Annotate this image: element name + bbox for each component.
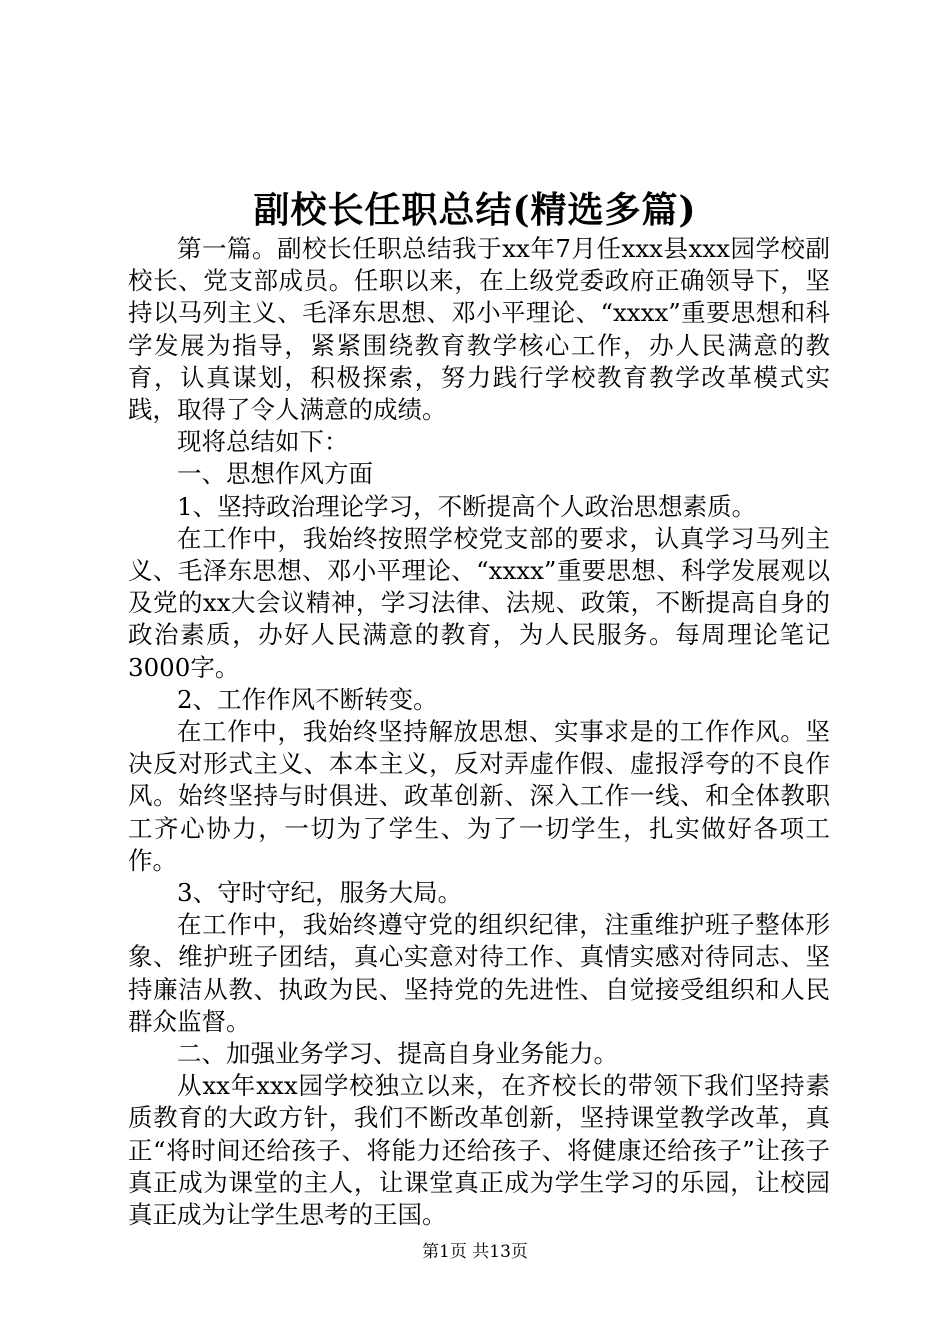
section-heading: 二、加强业务学习、提高自身业务能力。 [177,1039,618,1069]
paragraph: 从xx年xxx园学校独立以来，在齐校长的带领下我们坚持素质教育的大政方针，我们不断改革创新，坚持课堂教学改革，真正“将时间还给孩子、将能力还给孩子、将健康还给孩子”让孩子真正成为课堂的主人，让课堂真正成为学生学习的乐园，让校园真正成为让学生思考的王国。 [128,1071,830,1230]
paragraph: 在工作中，我始终按照学校党支部的要求，认真学习马列主义、毛泽东思想、邓小平理论、“xxxx”重要思想、科学发展观以及党的xx大会议精神，学习法律、法规、政策，不断提高自身的政治素质，办好人民满意的教育，为人民服务。每周理论笔记3000字。 [128,523,830,682]
paragraph: 在工作中，我始终坚持解放思想、实事求是的工作作风。坚决反对形式主义、本本主义，反对弄虚作假、虚报浮夸的不良作风。始终坚持与时俱进、政革创新、深入工作一线、和全体教职工齐心协力，一切为了学生、为了一切学生，扎实做好各项工作。 [128,717,830,875]
subsection-heading: 3、守时守纪，服务大局。 [177,878,463,908]
paragraph: 在工作中，我始终遵守党的组织纪律，注重维护班子整体形象、维护班子团结，真心实意对待工作、真情实感对待同志、坚持廉洁从教、执政为民、坚持党的先进性、自觉接受组织和人民群众监督。 [128,910,830,1036]
paragraph: 现将总结如下： [177,427,349,457]
document-body [128,233,830,1231]
subsection-heading: 2、工作作风不断转变。 [177,684,438,714]
page-footer: 第1页 共13页 [422,1242,528,1262]
subsection-heading: 1、坚持政治理论学习，不断提高个人政治思想素质。 [177,491,757,521]
document-title: 副校长任职总结(精选多篇) [253,189,697,231]
section-heading: 一、思想作风方面 [177,459,373,489]
paragraph: 第一篇。副校长任职总结我于xx年7月任xxx县xxx园学校副校长、党支部成员。任职以来，在上级党委政府正确领导下，坚持以马列主义、毛泽东思想、邓小平理论、“xxxx”重要思想和科学发展为指导，紧紧围绕教育教学核心工作，办人民满意的教育，认真谋划，积极探索，努力践行学校教育教学改革模式实践，取得了令人满意的成绩。 [128,234,830,425]
